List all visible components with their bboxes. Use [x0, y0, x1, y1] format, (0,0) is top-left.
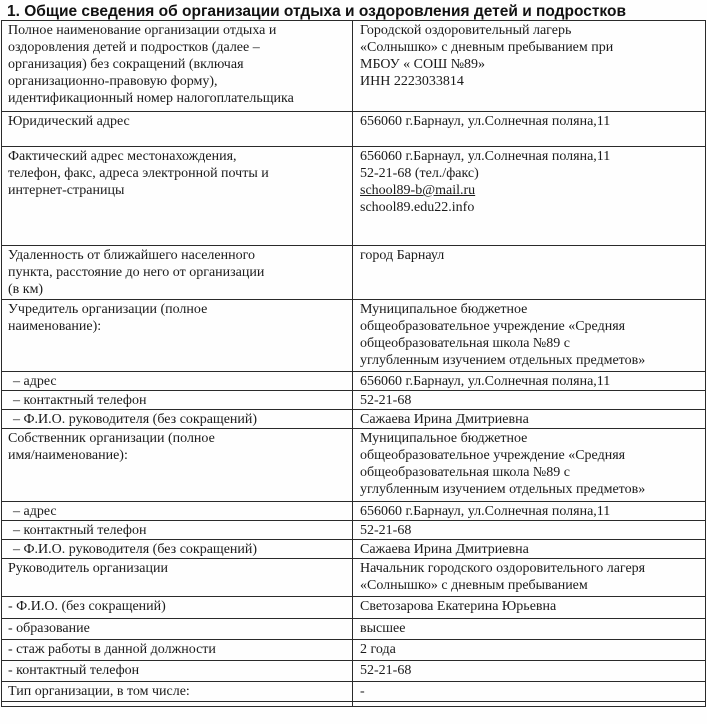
- value-cell: город Барнаул: [353, 246, 706, 300]
- value-cell: 656060 г.Барнаул, ул.Солнечная поляна,11: [353, 112, 706, 147]
- label-cell: Удаленность от ближайшего населенного пункта, расстояние до него от организации (в км): [2, 246, 353, 300]
- table-row-cut-off: [2, 702, 706, 707]
- label-cell: – Ф.И.О. руководителя (без сокращений): [2, 410, 353, 429]
- label-cell: – адрес: [2, 372, 353, 391]
- value-cell: Городской оздоровительный лагерь «Солнышко» с дневным пребыванием при МБОУ « СОШ №89» ИНН 2223033814: [353, 21, 706, 112]
- label-cell: - стаж работы в данной должности: [2, 640, 353, 661]
- label-cell: - контактный телефон: [2, 661, 353, 682]
- value-cell: Начальник городского оздоровительного лагеря «Солнышко» с дневным пребыванием: [353, 559, 706, 597]
- label-cell: Учредитель организации (полное наименование):: [2, 300, 353, 372]
- label-cell: Тип организации, в том числе:: [2, 682, 353, 702]
- value-cell: -: [353, 682, 706, 702]
- table-row: [2, 112, 706, 147]
- label-cell: Фактический адрес местонахождения, телефон, факс, адреса электронной почты и интернет-страницы: [2, 147, 353, 246]
- value-cell: 52-21-68: [353, 661, 706, 682]
- value-cell: Светозарова Екатерина Юрьевна: [353, 597, 706, 619]
- label-cell: Собственник организации (полное имя/наименование):: [2, 429, 353, 502]
- table-row: [2, 372, 706, 391]
- label-cell: Полное наименование организации отдыха и оздоровления детей и подростков (далее – организация) без сокращений (включая организационно-правовую форму), идентификационный номер налогоплательщика: [2, 21, 353, 112]
- label-cell: – Ф.И.О. руководителя (без сокращений): [2, 540, 353, 559]
- table-row: [2, 246, 706, 300]
- value-cell: высшее: [353, 619, 706, 640]
- section-heading: 1. Общие сведения об организации отдыха и оздоровления детей и подростков: [7, 3, 626, 20]
- value-cell: 52-21-68: [353, 391, 706, 410]
- label-cell: – контактный телефон: [2, 391, 353, 410]
- table-row: [2, 597, 706, 619]
- label-cell: – контактный телефон: [2, 521, 353, 540]
- table-row: [2, 521, 706, 540]
- table-row: [2, 300, 706, 372]
- value-cell: 656060 г.Барнаул, ул.Солнечная поляна,11: [353, 502, 706, 521]
- value-cell: 656060 г.Барнаул, ул.Солнечная поляна,11: [353, 372, 706, 391]
- table-row: [2, 391, 706, 410]
- table-row: [2, 640, 706, 661]
- value-cell: Муниципальное бюджетное общеобразовательное учреждение «Средняя общеобразовательная школа №89 с углубленным изучением отдельных предметов»: [353, 429, 706, 502]
- value-cell: Сажаева Ирина Дмитриевна: [353, 540, 706, 559]
- value-cell: 2 года: [353, 640, 706, 661]
- website-text: school89.edu22.info: [360, 200, 475, 215]
- label-cell: - образование: [2, 619, 353, 640]
- label-cell: Юридический адрес: [2, 112, 353, 147]
- email-link[interactable]: school89-b@mail.ru: [360, 183, 476, 198]
- table-row: [2, 410, 706, 429]
- value-cell: 656060 г.Барнаул, ул.Солнечная поляна,11 52-21-68 (тел./факс) school89-b@mail.ru school89.edu22.info: [353, 147, 706, 246]
- value-cell: 52-21-68: [353, 521, 706, 540]
- table-row: [2, 429, 706, 502]
- organization-info-table: [1, 20, 706, 707]
- table-row: [2, 559, 706, 597]
- table-row: [2, 661, 706, 682]
- table-row: [2, 502, 706, 521]
- value-cell: Сажаева Ирина Дмитриевна: [353, 410, 706, 429]
- label-cell: Руководитель организации: [2, 559, 353, 597]
- table-row: [2, 540, 706, 559]
- table-row: [2, 147, 706, 246]
- label-cell: - Ф.И.О. (без сокращений): [2, 597, 353, 619]
- table-row: [2, 682, 706, 702]
- label-cell: [2, 702, 353, 707]
- table-row: [2, 619, 706, 640]
- label-cell: – адрес: [2, 502, 353, 521]
- table-row: [2, 21, 706, 112]
- value-cell: Муниципальное бюджетное общеобразовательное учреждение «Средняя общеобразовательная школа №89 с углубленным изучением отдельных предметов»: [353, 300, 706, 372]
- value-cell: [353, 702, 706, 707]
